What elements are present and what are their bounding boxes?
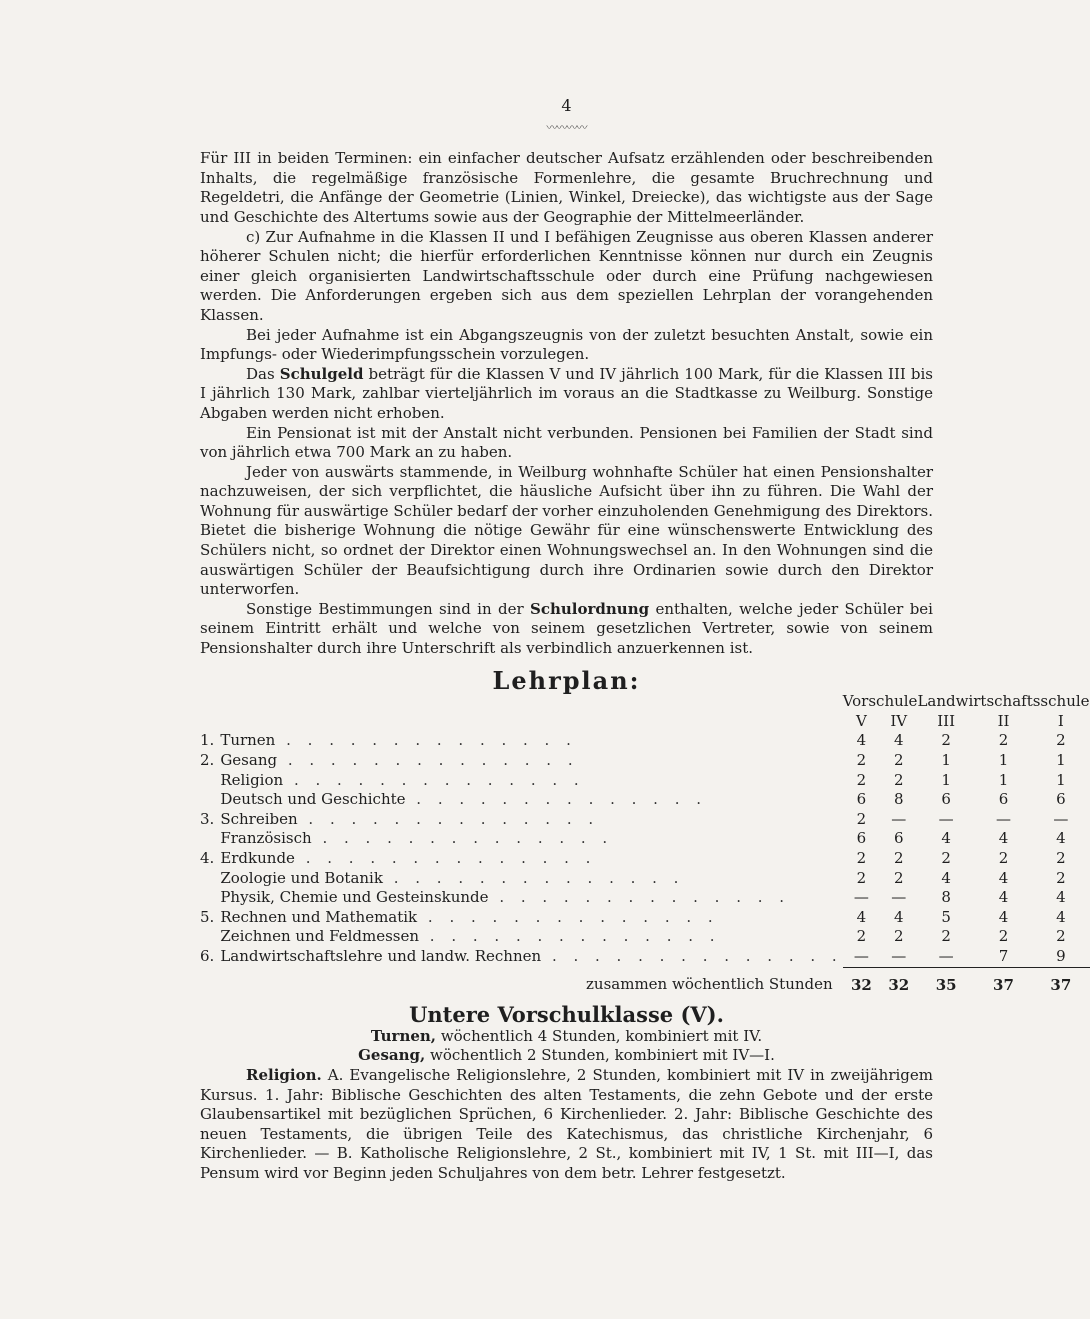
row-subject — [220, 771, 842, 791]
row-number — [200, 869, 220, 889]
lehrplan-row — [200, 751, 1090, 771]
gesang-text: wöchentlich 2 Stunden, kombiniert mit IV—I. — [430, 1046, 775, 1065]
hours-cell: 4 — [1056, 907, 1066, 926]
hours-cell: 1 — [998, 751, 1009, 769]
dot-leader: . . . . . . . . . . . . . . — [294, 848, 597, 867]
gesang-line — [200, 1046, 933, 1066]
lehrplan-row — [200, 771, 1090, 791]
hours-cell: 1 — [1056, 751, 1066, 769]
hours-cell: 4 — [893, 731, 904, 750]
hours-cell: 4 — [998, 907, 1009, 926]
intro-paragraph-3: Bei jeder Aufnahme ist ein Abgangszeugnis von der zuletzt besuchten Anstalt, sowie ein Impfungs- oder Wiederimpfungsschein vorzulegen. — [200, 325, 933, 364]
hours-cell: 2 — [856, 868, 867, 887]
hours-cell: 2 — [856, 751, 867, 769]
turnen-label: Turnen, — [370, 1026, 437, 1045]
hours-cell: 6 — [1056, 790, 1066, 809]
row-subject-label: Landwirtschaftslehre und landw. Rechnen — [220, 947, 542, 966]
hours-cell: 1 — [941, 770, 951, 789]
page-number: 4 — [561, 96, 572, 115]
religion-paragraph — [200, 1066, 933, 1184]
row-subject-label: Erdkunde — [220, 848, 295, 867]
dot-leader: . . . . . . . . . . . . . . — [275, 731, 577, 750]
hours-cell: 9 — [1032, 947, 1089, 967]
hours-cell: 1 — [998, 770, 1009, 789]
religion-label: Religion. — [246, 1065, 322, 1084]
dot-leader: . . . . . . . . . . . . . . — [419, 927, 721, 946]
row-subject-label: Zeichnen und Feldmessen — [220, 927, 420, 946]
row-subject — [220, 927, 842, 947]
pension-paragraph-2: Jeder von auswärts stammende, in Weilburg wohnhafte Schüler hat einen Pensionshalter nachzuweisen, der sich verpflichtet, die häusliche Aufsicht über ihn zu führen. Die Wahl der Wohnung für auswärtige Schüler bedarf der vorher einzuholenden Genehmigung des Direktors. Bietet die bisherige Wohnung die nötige Gewähr für eine wünschenswerte Entwicklung des Schülers nicht, so ordnet der Direktor einen Wohnungswechsel an. In den Wohnungen sind die auswärtigen Schüler der Beaufsichtigung durch ihre Ordinarien sowie durch den Direktor unterworfen. — [200, 462, 933, 599]
row-number: 5. — [200, 907, 215, 926]
row-number: 3. — [200, 809, 215, 828]
class-header: IV — [890, 711, 908, 730]
schulgeld-keyword: Schulgeld — [279, 364, 364, 383]
row-subject — [220, 869, 842, 889]
dot-leader: . . . . . . . . . . . . . . — [283, 770, 585, 789]
row-number: 6. — [200, 947, 215, 966]
turnen-line — [200, 1027, 933, 1047]
sum-value: 32 — [850, 975, 872, 994]
dot-leader: . . . . . . . . . . . . . . — [297, 809, 600, 828]
dot-leader: . . . . . . . . . . . . . . — [488, 888, 791, 907]
hours-cell: 4 — [856, 731, 867, 750]
row-subject — [220, 829, 842, 849]
hours-cell: 2 — [941, 848, 951, 867]
row-subject-label: Zoologie und Botanik — [220, 868, 383, 887]
sum-value: 37 — [1050, 975, 1072, 994]
hours-cell: 4 — [1056, 829, 1066, 848]
row-subject — [220, 810, 842, 830]
class-header: II — [997, 711, 1010, 730]
schulordnung-prefix: Sonstige Bestimmungen sind in der — [246, 599, 524, 618]
hours-cell: 2 — [856, 809, 867, 828]
sum-row — [200, 967, 1090, 995]
lehrplan-row — [200, 869, 1090, 889]
schulordnung-text: enthalten, welche jeder Schüler bei seinem Eintritt erhält und welche von seinem gesetzlichen Vertreter, sowie von seinem Pensionshalter durch ihre Unterschrift als verbindlich anzuerkennen ist. — [200, 599, 933, 658]
hours-cell: 4 — [941, 868, 951, 887]
hours-cell: 2 — [1056, 848, 1066, 867]
class-header: V — [855, 711, 867, 730]
dot-leader: . . . . . . . . . . . . . . — [541, 947, 843, 966]
hours-cell: — — [1053, 809, 1069, 828]
sum-value: 37 — [993, 975, 1014, 994]
hours-cell: 4 — [998, 888, 1009, 907]
hours-cell: 2 — [1056, 868, 1066, 887]
hours-cell: 2 — [856, 770, 867, 789]
hours-cell: — — [891, 888, 907, 907]
hours-cell: 2 — [893, 868, 904, 887]
hours-cell: — — [853, 888, 869, 907]
hours-cell: 2 — [893, 751, 904, 769]
vorschule-title: Untere Vorschulklasse (V). — [409, 1002, 724, 1028]
schulgeld-paragraph — [200, 365, 933, 424]
row-subject-label: Schreiben — [220, 809, 298, 828]
row-number — [200, 829, 220, 849]
hours-cell: 2 — [998, 927, 1009, 946]
row-subject — [220, 908, 842, 928]
dot-leader: . . . . . . . . . . . . . . — [277, 751, 579, 769]
class-header: III — [937, 711, 956, 730]
lehrplan-row — [200, 849, 1090, 869]
row-subject-label: Gesang — [220, 751, 278, 769]
group-header-vorschule: Vorschule — [842, 692, 918, 711]
hours-cell: 1 — [941, 751, 951, 769]
dot-leader: . . . . . . . . . . . . . . — [382, 868, 685, 887]
lehrplan-row — [200, 810, 1090, 830]
dot-leader: . . . . . . . . . . . . . . — [405, 790, 708, 809]
hours-cell: — — [917, 947, 974, 967]
hours-cell: 2 — [893, 927, 904, 946]
row-number: 4. — [200, 848, 215, 867]
class-header: I — [1057, 711, 1064, 730]
lehrplan-title: Lehrplan: — [492, 665, 641, 695]
row-subject-label: Religion — [220, 770, 284, 789]
hours-cell: 8 — [893, 790, 904, 809]
schulgeld-text: beträgt für die Klassen V und IV jährlich 100 Mark, für die Klassen III bis I jährlich 130 Mark, zahlbar vierteljährlich im voraus an die Stadtkasse zu Weilburg. Sonstige Abgaben werden nicht erhoben. — [200, 364, 933, 422]
row-subject — [220, 849, 842, 869]
lehrplan-row — [200, 947, 1090, 967]
hours-cell: 2 — [941, 927, 951, 946]
lehrplan-row — [200, 888, 1090, 908]
sum-value: 35 — [935, 975, 957, 994]
row-number: 2. — [200, 751, 215, 769]
sum-label: zusammen wöchentlich Stunden — [586, 975, 833, 994]
lehrplan-row — [200, 908, 1090, 928]
lehrplan-row — [200, 829, 1090, 849]
row-number — [200, 888, 220, 908]
hours-cell: 4 — [998, 868, 1009, 887]
row-subject-label: Deutsch und Geschichte — [220, 790, 406, 809]
row-number — [200, 927, 220, 947]
dot-leader: . . . . . . . . . . . . . . — [311, 829, 614, 848]
lehrplan-row — [200, 927, 1090, 947]
row-subject-label: Turnen — [220, 731, 276, 750]
hours-cell: 1 — [1056, 770, 1066, 789]
intro-paragraph-2: c) Zur Aufnahme in die Klassen II und I befähigen Zeugnisse aus oberen Klassen anderer höherer Schulen nicht; die hierfür erforderlichen Kenntnisse können nur durch ein Zeugnis einer gleich organisierten Landwirtschaftsschule oder durch eine Prüfung nachgewiesen werden. Die Anforderungen ergeben sich aus dem speziellen Lehrplan der vorangehenden Klassen. — [200, 227, 933, 324]
row-subject — [220, 751, 842, 771]
hours-cell: 6 — [856, 829, 867, 848]
lehrplan-row — [200, 731, 1090, 751]
sum-value: 32 — [888, 975, 910, 994]
hours-cell: 6 — [856, 790, 867, 809]
row-subject — [220, 731, 842, 751]
hours-cell: 2 — [998, 848, 1009, 867]
hours-cell: — — [938, 809, 954, 828]
hours-cell: — — [995, 809, 1011, 828]
hours-cell: 8 — [941, 888, 951, 907]
hours-cell: 2 — [856, 927, 867, 946]
row-number — [200, 790, 220, 810]
schulordnung-keyword: Schulordnung — [530, 599, 650, 618]
hours-cell: 6 — [941, 790, 951, 809]
hours-cell: — — [891, 809, 907, 828]
row-subject-label: Französisch — [220, 829, 312, 848]
hours-cell: 2 — [893, 770, 904, 789]
class-header-row — [200, 712, 1090, 732]
dot-leader: . . . . . . . . . . . . . . — [417, 907, 719, 926]
hours-cell: 2 — [941, 731, 951, 750]
row-subject-label: Rechnen und Mathematik — [220, 907, 418, 926]
hours-cell: 5 — [941, 907, 951, 926]
hours-cell: 4 — [941, 829, 951, 848]
hours-cell: 2 — [893, 848, 904, 867]
schulordnung-paragraph — [200, 600, 933, 659]
row-number: 1. — [200, 731, 215, 750]
hours-cell: 4 — [998, 829, 1009, 848]
hours-cell: 6 — [893, 829, 904, 848]
row-subject-label: Physik, Chemie und Gesteinskunde — [220, 888, 489, 907]
hours-cell: 4 — [893, 907, 904, 926]
hours-cell: — — [880, 947, 917, 967]
hours-cell: 7 — [975, 947, 1032, 967]
hours-cell: 2 — [856, 848, 867, 867]
group-header-row — [200, 692, 1090, 712]
hours-cell: — — [843, 947, 880, 967]
hours-cell: 2 — [1056, 927, 1066, 946]
intro-paragraph-1: Für III in beiden Terminen: ein einfacher deutscher Aufsatz erzählenden oder beschreibenden Inhalts, die regelmäßige französische Formenlehre, die gesamte Bruchrechnung und Regeldetri, die Anfänge der Geometrie (Linien, Winkel, Dreiecke), das wichtigste aus der Sage und Geschichte des Altertums sowie aus der Geographie der Mittelmeerländer. — [200, 149, 933, 226]
hours-cell: 2 — [1056, 731, 1066, 750]
hours-cell: 2 — [998, 731, 1009, 750]
row-subject — [220, 947, 842, 967]
lehrplan-row — [200, 790, 1090, 810]
row-number — [200, 771, 220, 791]
turnen-text: wöchentlich 4 Stunden, kombiniert mit IV. — [440, 1026, 763, 1045]
document-page — [200, 96, 1090, 1183]
religion-text: A. Evangelische Religionslehre, 2 Stunden, kombiniert mit IV in zweijährigem Kursus. 1. Jahr: Biblische Geschichten des alten Testaments, die zehn Gebote und der erste Glaubensartikel mit bezüglichen Sprüchen, 6 Kirchenlieder. 2. Jahr: Biblische Geschichte des neuen Testaments, die übrigen Teile des Katechismus, das christliche Kirchenjahr, 6 Kirchenlieder. — B. Katholische Religionslehre, 2 St., kombiniert mit IV, 1 St. mit III—I, das Pensum wird vor Beginn jeden Schuljahres von dem betr. Lehrer festgesetzt. — [200, 1065, 933, 1182]
schulgeld-prefix: Das — [246, 364, 275, 383]
ornament-rule: 〰〰〰〰 — [546, 120, 587, 134]
row-subject — [220, 790, 842, 810]
gesang-label: Gesang, — [358, 1046, 426, 1065]
pension-paragraph-1: Ein Pensionat ist mit der Anstalt nicht verbunden. Pensionen bei Familien der Stadt sind von jährlich etwa 700 Mark an zu haben. — [200, 423, 933, 462]
row-subject — [220, 888, 842, 908]
hours-cell: 6 — [998, 790, 1009, 809]
lehrplan-table — [200, 692, 1090, 995]
hours-cell: 4 — [1056, 888, 1066, 907]
group-header-landwirtschaftsschule: Landwirtschaftsschule — [917, 692, 1090, 711]
hours-cell: 4 — [856, 907, 867, 926]
